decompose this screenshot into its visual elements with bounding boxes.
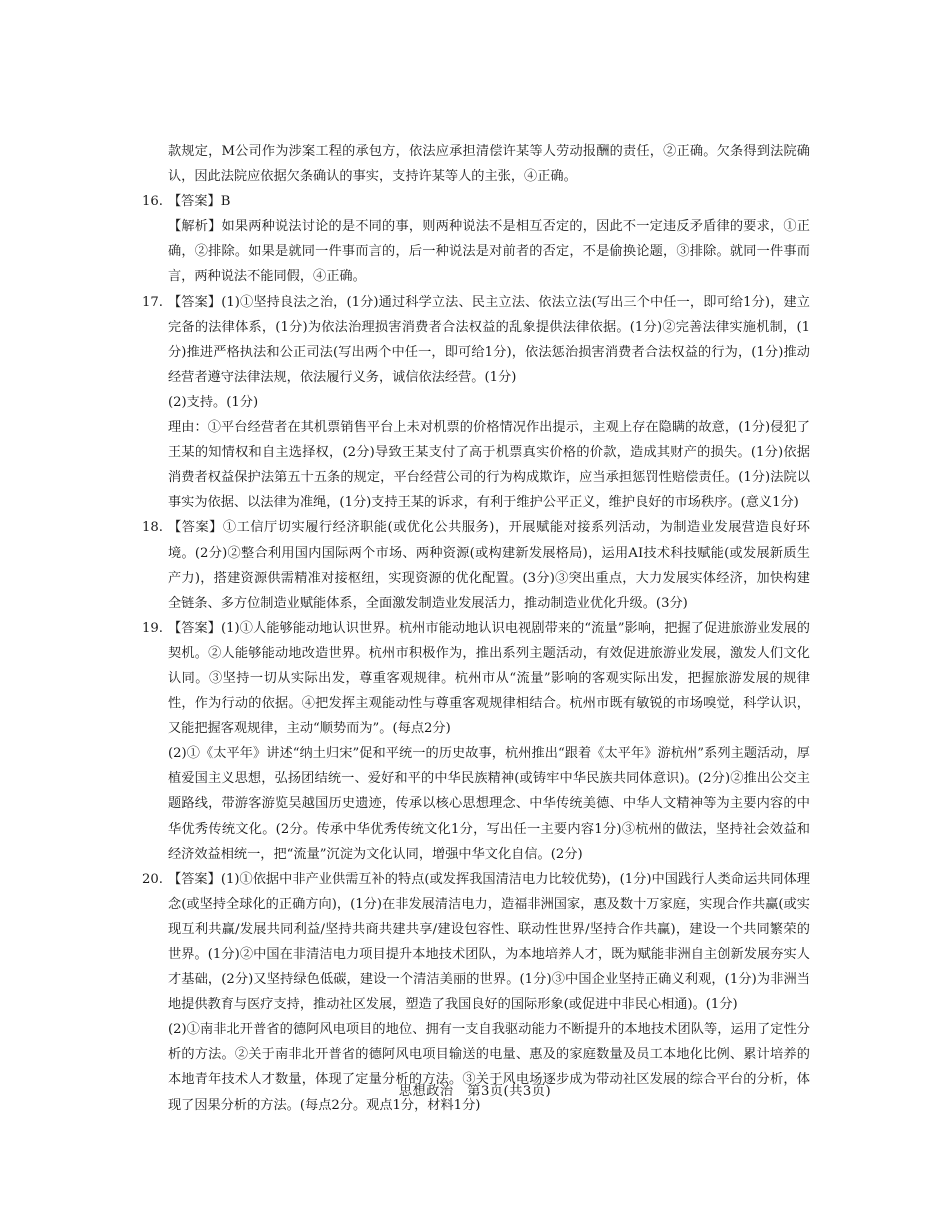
answer-content bbox=[144, 139, 810, 1118]
answer-paragraph: 【答案】①工信厅切实履行经济职能(或优化公共服务)，开展赋能对接系列活动，为制造业发展营造良好环境。(2分)②整合利用国内国际两个市场、两种资源(或构建新发展格局)，运用AI技术科技赋能(或发展新质生产力)，搭建资源供需精准对接枢纽，实现资源的优化配置。(3分)③突出重点，大力发展实体经济，加快构建全链条、多方位制造业赋能体系，全面激发制造业发展活力，推动制造业优化升级。(3分) bbox=[168, 520, 810, 611]
answer-paragraph: 【答案】(1)①依据中非产业供需互补的特点(或发挥我国清洁电力比较优势)，(1分)中国践行人类命运共同体理念(或坚持全球化的正确方向)，(1分)在非发展清洁电力，造福非洲国家，惠及数十万家庭，实现合作共赢(或实现互利共赢/发展共同利益/坚持共商共建共享/建设包容性、联动性世界/坚持合作共赢)，建设一个共同繁荣的世界。(1分)②中国在非清洁电力项目提升本地技术团队，为本地培养人才，既为赋能非洲自主创新发展夯实人才基础，(2分)又坚持绿色低碳，建设一个清洁美丽的世界。(1分)③中国企业坚持正确义利观，(1分)为非洲当地提供教育与医疗支持，推动社区发展，塑造了我国良好的国际形象(或促进中非民心相通)。(1分) bbox=[168, 871, 810, 1013]
question-19 bbox=[144, 616, 810, 867]
question-number: 17. bbox=[142, 294, 163, 310]
answer-paragraph: 【答案】(1)①人能够能动地认识世界。杭州市能动地认识电视剧带来的“流量”影响，把握了促进旅游业发展的契机。②人能够能动地改造世界。杭州市积极作为，推出系列主题活动，有效促进旅游业发展，激发人们文化认同。③坚持一切从实际出发，尊重客观规律。杭州市从“流量”影响的客观实际出发，把握旅游发展的规律性，作为行动的依据。④把发挥主观能动性与尊重客观规律相结合。杭州市既有敏锐的市场嗅觉，科学认识，又能把握客观规律，主动“顺势而为”。(每点2分) bbox=[168, 620, 810, 737]
reason-paragraph: 理由：①平台经营者在其机票销售平台上未对机票的价格情况作出提示，主观上存在隐瞒的故意，(1分)侵犯了王某的知情权和自主选择权，(2分)导致王某支付了高于机票真实价格的价款，造成其财产的损失。(1分)依据消费者权益保护法第五十五条的规定，平台经营公司的行为构成欺诈，应当承担惩罚性赔偿责任。(1分)法院以事实为依据、以法律为准绳，(1分)支持王某的诉求，有利于维护公平正义，维护良好的市场秩序。(意义1分) bbox=[168, 420, 810, 511]
answer-paragraph: (2)支持。(1分) bbox=[168, 394, 259, 410]
answer-paragraph: 【答案】(1)①坚持良法之治，(1分)通过科学立法、民主立法、依法立法(写出三个中任一，即可给1分)，建立完备的法律体系，(1分)为依法治理损害消费者合法权益的乱象提供法律依据。(1分)②完善法律实施机制，(1分)推进严格执法和公正司法(写出两个中任一，即可给1分)，依法惩治损害消费者合法权益的行为，(1分)推动经营者遵守法律法规，依法履行义务，诚信依法经营。(1分) bbox=[168, 294, 810, 385]
continuation-paragraph bbox=[144, 139, 810, 189]
analysis-paragraph: 【解析】如果两种说法讨论的是不同的事，则两种说法不是相互否定的，因此不一定违反矛盾律的要求，①正确，②排除。如果是就同一件事而言的，后一种说法是对前者的否定，不是偷换论题，③排除。就同一件事而言，两种说法不能同假，④正确。 bbox=[168, 219, 810, 285]
answer-paragraph: (2)①《太平年》讲述“纳土归宋”促和平统一的历史故事，杭州推出“跟着《太平年》游杭州”系列主题活动，厚植爱国主义思想，弘扬团结统一、爱好和平的中华民族精神(或铸牢中华民族共同体意识)。(2分)②推出公交主题路线，带游客游览吴越国历史遗迹，传承以核心思想理念、中华传统美德、中华人文精神等为主要内容的中华优秀传统文化。(2分。传承中华优秀传统文化1分，写出任一主要内容1分)③杭州的做法，坚持社会效益和经济效益相统一，把“流量”沉淀为文化认同，增强中华文化自信。(2分) bbox=[168, 746, 810, 862]
answer-line: 【答案】B bbox=[168, 194, 231, 210]
question-number: 18. bbox=[142, 520, 163, 536]
question-number: 20. bbox=[142, 871, 163, 887]
page-footer: 思想政治 第3页(共3页) bbox=[398, 1084, 552, 1099]
question-16 bbox=[144, 189, 810, 289]
answer-paragraph: (2)①南非北开普省的德阿风电项目的地位、拥有一支自我驱动能力不断提升的本地技术团队等，运用了定性分析的方法。②关于南非北开普省的德阿风电项目输送的电量、惠及的家庭数量及员工本地化比例、累计培养的本地青年技术人才数量，体现了定量分析的方法。③关于风电场逐步成为带动社区发展的综合平台的分析，体现了因果分析的方法。(每点2分。观点1分，材料1分) bbox=[168, 1022, 810, 1113]
question-number: 16. bbox=[142, 194, 163, 210]
question-number: 19. bbox=[142, 620, 163, 636]
question-17 bbox=[144, 290, 810, 516]
question-18 bbox=[144, 515, 810, 615]
continuation-text: 款规定，M公司作为涉案工程的承包方，依法应承担清偿许某等人劳动报酬的责任，②正确。欠条得到法院确认，因此法院应依据欠条确认的事实，支持许某等人的主张，④正确。 bbox=[168, 144, 810, 185]
